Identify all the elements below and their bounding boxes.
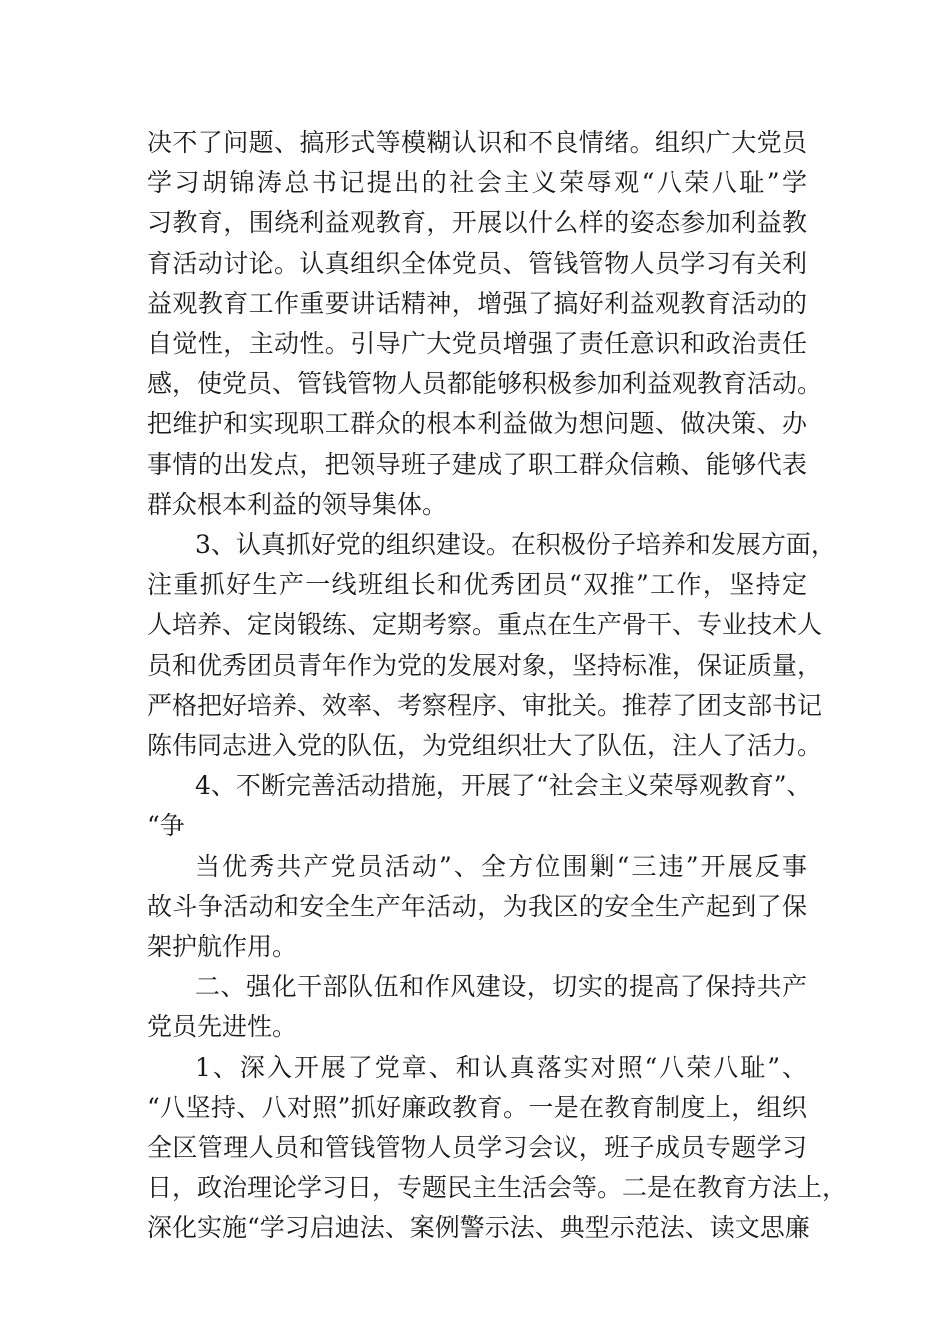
text-line: 注重抓好生产一线班组长和优秀团员“双推”工作，坚持定 xyxy=(147,570,807,600)
text-line: 3、认真抓好党的组织建设。在积极份子培养和发展方面， xyxy=(195,530,836,559)
text-line: 习教育，围绕利益观教育，开展以什么样的姿态参加利益教 xyxy=(147,208,807,238)
text-line: 人培养、定岗锻练、定期考察。重点在生产骨干、专业技术人 xyxy=(147,610,823,640)
text-line: 把维护和实现职工群众的根本利益做为想问题、做决策、办 xyxy=(147,409,807,439)
text-line: 育活动讨论。认真组织全体党员、管钱管物人员学习有关利 xyxy=(147,248,807,278)
text-line: 益观教育工作重要讲话精神，增强了搞好利益观教育活动的 xyxy=(147,288,807,318)
text-line: 事情的出发点，把领导班子建成了职工群众信赖、能够代表 xyxy=(147,449,807,479)
text-line: 学习胡锦涛总书记提出的社会主义荣辱观“八荣八耻”学 xyxy=(147,168,807,198)
text-line: “八坚持、八对照”抓好廉政教育。一是在教育制度上，组织 xyxy=(147,1092,807,1122)
text-line: 党员先进性。 xyxy=(147,1012,298,1042)
text-line: 日，政治理论学习日，专题民主生活会等。二是在教育方法上， xyxy=(147,1173,848,1203)
text-line: 感，使党员、管钱管物人员都能够积极参加利益观教育活动。 xyxy=(147,369,823,399)
text-line: 当优秀共产党员活动”、全方位围剿“三违”开展反事 xyxy=(195,851,807,881)
text-line: 4、不断完善活动措施，开展了“社会主义荣辱观教育”、 xyxy=(195,771,812,801)
text-line: 1、深入开展了党章、和认真落实对照“八荣八耻”、 xyxy=(195,1052,807,1082)
text-line: 决不了问题、搞形式等模糊认识和不良情绪。组织广大党员 xyxy=(147,128,807,157)
text-line: 深化实施“学习启迪法、案例警示法、典型示范法、读文思廉 xyxy=(147,1213,810,1243)
text-line: 架护航作用。 xyxy=(147,932,298,961)
text-line: 陈伟同志进入党的队伍，为党组织壮大了队伍，注人了活力。 xyxy=(147,731,823,760)
text-line: “争 xyxy=(147,811,185,841)
text-line: 群众根本利益的领导集体。 xyxy=(147,489,448,519)
text-line: 自觉性，主动性。引导广大党员增强了责任意识和政治责任 xyxy=(147,329,807,358)
text-line: 二、强化干部队伍和作风建设，切实的提高了保持共产 xyxy=(195,972,807,1002)
text-line: 故斗争活动和安全生产年活动，为我区的安全生产起到了保 xyxy=(147,891,807,921)
text-line: 全区管理人员和管钱管物人员学习会议，班子成员专题学习 xyxy=(147,1133,807,1162)
text-line: 员和优秀团员青年作为党的发展对象，坚持标准，保证质量， xyxy=(147,650,823,680)
text-line: 严格把好培养、效率、考察程序、审批关。推荐了团支部书记 xyxy=(147,690,823,720)
